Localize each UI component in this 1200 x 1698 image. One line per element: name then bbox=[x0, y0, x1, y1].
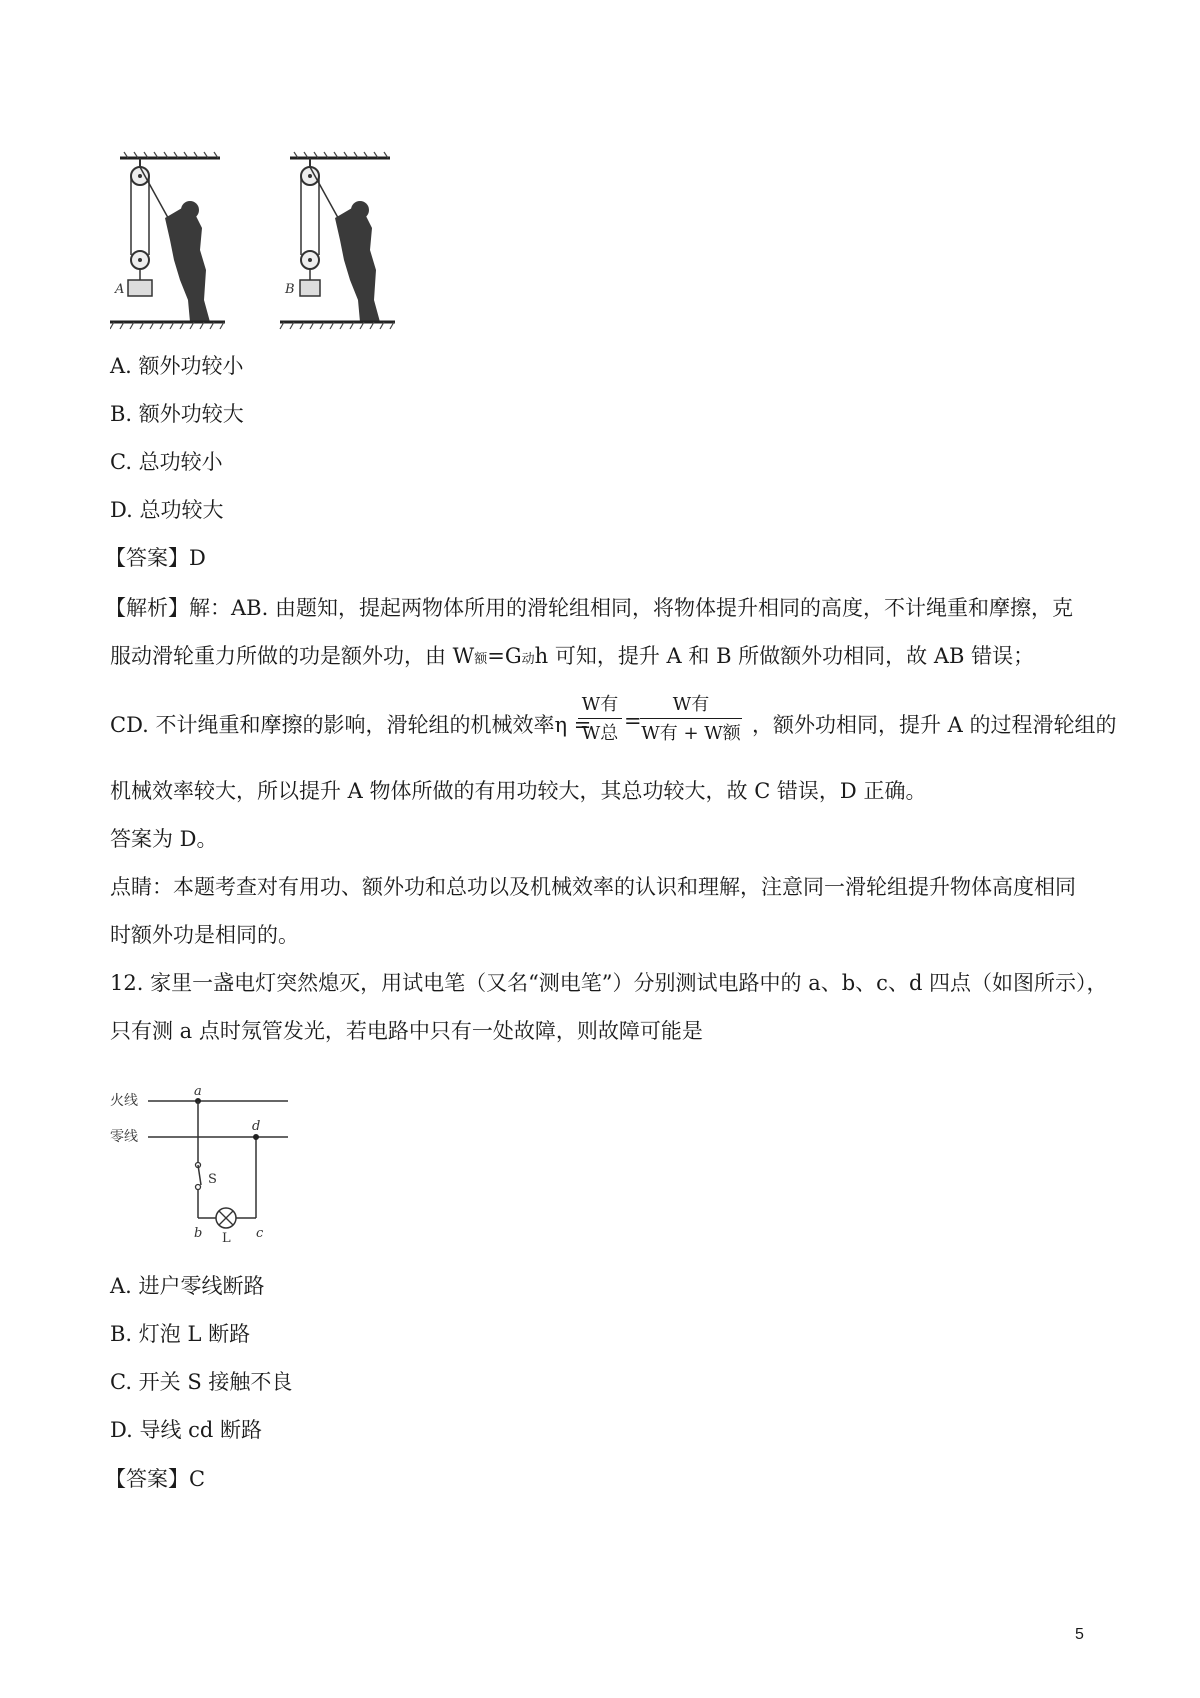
fraction-2 bbox=[640, 690, 742, 747]
analysis-line2-mid: =G bbox=[487, 644, 522, 668]
point-b-label: b bbox=[194, 1226, 203, 1241]
neutral-wire-label: 零线 bbox=[110, 1129, 138, 1145]
point-a-label: a bbox=[194, 1085, 202, 1099]
pulley-figures bbox=[110, 150, 420, 335]
q12-option-c: C. 开关 S 接触不良 bbox=[110, 1370, 293, 1394]
q11-analysis-line3-post: ，额外功相同，提升 A 的过程滑轮组的 bbox=[752, 713, 1117, 737]
fraction-1-numerator: W有 bbox=[581, 694, 619, 715]
q11-option-c: C. 总功较小 bbox=[110, 450, 223, 474]
q11-option-d: D. 总功较大 bbox=[110, 498, 224, 522]
switch-label: S bbox=[208, 1172, 217, 1187]
fraction-2-denominator: W有 + W额 bbox=[640, 718, 742, 745]
fraction-1 bbox=[578, 690, 622, 747]
fraction-2-numerator: W有 bbox=[672, 694, 710, 715]
lamp-label: L bbox=[222, 1231, 231, 1245]
q11-option-b: B. 额外功较大 bbox=[110, 402, 244, 426]
q12-answer: 【答案】C bbox=[105, 1467, 206, 1491]
pulley-figure-b bbox=[280, 152, 395, 329]
q12-option-b: B. 灯泡 L 断路 bbox=[110, 1322, 251, 1346]
q11-analysis-line2 bbox=[110, 640, 1034, 670]
page-number: 5 bbox=[1075, 1626, 1084, 1643]
figure-label-a: A bbox=[115, 282, 125, 297]
analysis-line2-pre: 服动滑轮重力所做的功是额外功，由 W bbox=[110, 644, 475, 668]
q11-analysis-line3-pre: CD. 不计绳重和摩擦的影响，滑轮组的机械效率η = bbox=[110, 713, 592, 737]
q11-analysis-line4: 机械效率较大，所以提升 A 物体所做的有用功较大，其总功较大，故 C 错误，D 正确。 bbox=[110, 779, 927, 803]
q12-option-a: A. 进户零线断路 bbox=[110, 1274, 265, 1298]
q11-answer-is: 答案为 D。 bbox=[110, 827, 218, 851]
circuit-diagram bbox=[110, 1085, 300, 1245]
q11-comment-line2: 时额外功是相同的。 bbox=[110, 923, 299, 947]
analysis-line2-post: h 可知，提升 A 和 B 所做额外功相同，故 AB 错误； bbox=[534, 644, 1035, 668]
fraction-1-denominator: W总 bbox=[578, 718, 622, 745]
q12-stem-line2: 只有测 a 点时氖管发光，若电路中只有一处故障，则故障可能是 bbox=[110, 1019, 703, 1043]
analysis-line2-sub-e: 额 bbox=[474, 652, 488, 667]
q11-analysis-line1: 【解析】解：AB. 由题知，提起两物体所用的滑轮组相同，将物体提升相同的高度，不计绳重和摩擦，克 bbox=[105, 596, 1073, 620]
equals-sign: = bbox=[624, 709, 642, 733]
q12-option-d: D. 导线 cd 断路 bbox=[110, 1418, 262, 1442]
analysis-line2-sub-d: 动 bbox=[521, 652, 535, 667]
pulley-figure-a bbox=[110, 152, 225, 329]
q12-stem-line1: 12. 家里一盏电灯突然熄灭，用试电笔（又名“测电笔”）分别测试电路中的 a、b、c、d 四点（如图所示）， bbox=[110, 971, 1108, 995]
live-wire-label: 火线 bbox=[110, 1093, 138, 1109]
q11-comment-line1: 点睛：本题考查对有用功、额外功和总功以及机械效率的认识和理解，注意同一滑轮组提升物体高度相同 bbox=[110, 875, 1076, 899]
q11-answer: 【答案】D bbox=[105, 546, 206, 570]
q11-option-a: A. 额外功较小 bbox=[110, 354, 244, 378]
figure-label-b: B bbox=[285, 282, 295, 297]
point-c-label: c bbox=[256, 1226, 264, 1241]
point-d-label: d bbox=[252, 1119, 261, 1134]
switch-s bbox=[198, 1165, 201, 1185]
